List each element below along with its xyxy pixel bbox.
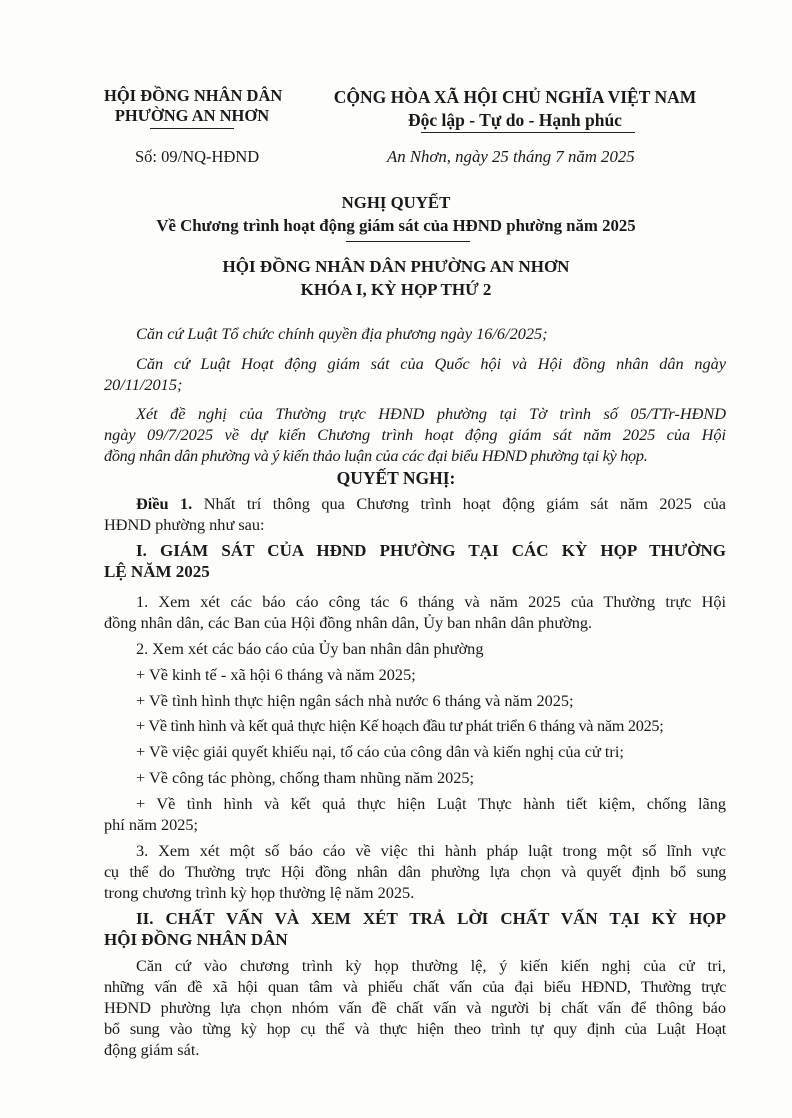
title-underline xyxy=(346,241,470,242)
s1-bullet-5: + Về công tác phòng, chống tham nhũng năm 2025; xyxy=(136,768,475,787)
s2-para-line1: Căn cứ vào chương trình kỳ họp thường lệ, ý kiến kiến nghị của cử tri, xyxy=(136,956,726,975)
s1-bullet-6-line2: phí năm 2025; xyxy=(104,815,199,834)
org-underline xyxy=(150,128,234,129)
nation-name: CỘNG HÒA XÃ HỘI CHỦ NGHĨA VIỆT NAM xyxy=(333,87,697,107)
s1-item3-line2: cụ thể do Thường trực Hội đồng nhân dân phường lựa chọn và quyết định bổ sung xyxy=(104,862,726,881)
authority-line2: KHÓA I, KỲ HỌP THỨ 2 xyxy=(300,280,492,299)
s1-bullet-1: + Về kinh tế - xã hội 6 tháng và năm 2025; xyxy=(136,665,416,684)
basis-3-line2: ngày 09/7/2025 về dự kiến Chương trình hoạt động giám sát năm 2025 của Hội xyxy=(104,425,726,444)
motto: Độc lập - Tự do - Hạnh phúc xyxy=(408,110,622,130)
s1-item2: 2. Xem xét các báo cáo của Ủy ban nhân dân phường xyxy=(136,639,484,658)
motto-underline xyxy=(421,132,635,133)
article1-line1 xyxy=(136,494,726,514)
article1-line2: HĐND phường như sau: xyxy=(104,515,265,534)
s2-para-line2: những vấn đề xã hội quan tâm và phiếu chất vấn của đại biểu HĐND, Thường trực xyxy=(104,977,726,996)
s1-bullet-2: + Về tình hình thực hiện ngân sách nhà nước 6 tháng và năm 2025; xyxy=(136,691,574,710)
s1-item3-line1: 3. Xem xét một số báo cáo về việc thi hành pháp luật trong một số lĩnh vực xyxy=(136,841,726,860)
section1-heading-line2: LỆ NĂM 2025 xyxy=(104,562,210,581)
s1-item1-line1: 1. Xem xét các báo cáo công tác 6 tháng và năm 2025 của Thường trực Hội xyxy=(136,592,726,611)
basis-1: Căn cứ Luật Tổ chức chính quyền địa phương ngày 16/6/2025; xyxy=(136,324,548,343)
doc-type-title: NGHỊ QUYẾT xyxy=(341,193,451,212)
org-name-line1: HỘI ĐỒNG NHÂN DÂN xyxy=(104,86,283,105)
resolves-heading: QUYẾT NGHỊ: xyxy=(336,468,456,488)
basis-3-line1: Xét đề nghị của Thường trực HĐND phường tại Tờ trình số 05/TTr-HĐND xyxy=(136,404,726,423)
s1-item1-line2: đồng nhân dân, các Ban của Hội đồng nhân dân, Ủy ban nhân dân phường. xyxy=(104,613,593,632)
authority-line1: HỘI ĐỒNG NHÂN DÂN PHƯỜNG AN NHƠN xyxy=(222,257,570,276)
s1-bullet-3: + Về tình hình và kết quả thực hiện Kế hoạch đầu tư phát triển 6 tháng và năm 2025; xyxy=(136,716,664,735)
s2-para-line4: bổ sung vào từng kỳ họp cụ thể và thực hiện theo trình tự quy định của Luật Hoạt xyxy=(104,1019,726,1038)
basis-2-line1: Căn cứ Luật Hoạt động giám sát của Quốc hội và Hội đồng nhân dân ngày xyxy=(136,354,726,373)
article1-label: Điều 1. xyxy=(136,494,193,513)
section1-heading-line1: I. GIÁM SÁT CỦA HĐND PHƯỜNG TẠI CÁC KỲ HỌP THƯỜNG xyxy=(136,541,726,560)
basis-3-line3: đồng nhân dân phường và ý kiến thảo luận của các đại biểu HĐND phường tại kỳ họp. xyxy=(104,446,648,465)
org-name-line2: PHƯỜNG AN NHƠN xyxy=(114,106,270,125)
s2-para-line5: động giám sát. xyxy=(104,1040,200,1059)
s2-para-line3: HĐND phường lựa chọn nhóm vấn đề chất vấn và người bị chất vấn để thông báo xyxy=(104,998,726,1017)
basis-2-line2: 20/11/2015; xyxy=(104,375,183,394)
place-date: An Nhơn, ngày 25 tháng 7 năm 2025 xyxy=(387,147,635,166)
s1-item3-line3: trong chương trình kỳ họp thường lệ năm 2025. xyxy=(104,883,415,902)
section2-heading-line1: II. CHẤT VẤN VÀ XEM XÉT TRẢ LỜI CHẤT VẤN TẠI KỲ HỌP xyxy=(136,909,726,928)
section2-heading-line2: HỘI ĐỒNG NHÂN DÂN xyxy=(104,930,288,949)
doc-subject: Về Chương trình hoạt động giám sát của HĐND phường năm 2025 xyxy=(156,216,636,235)
s1-bullet-6-line1: + Về tình hình và kết quả thực hiện Luật Thực hành tiết kiệm, chống lãng xyxy=(136,794,726,813)
s1-bullet-4: + Về việc giải quyết khiếu nại, tố cáo của công dân và kiến nghị của cử tri; xyxy=(136,742,624,761)
doc-number: Số: 09/NQ-HĐND xyxy=(135,147,260,166)
article1-text: Nhất trí thông qua Chương trình hoạt động giám sát năm 2025 của xyxy=(203,494,726,513)
